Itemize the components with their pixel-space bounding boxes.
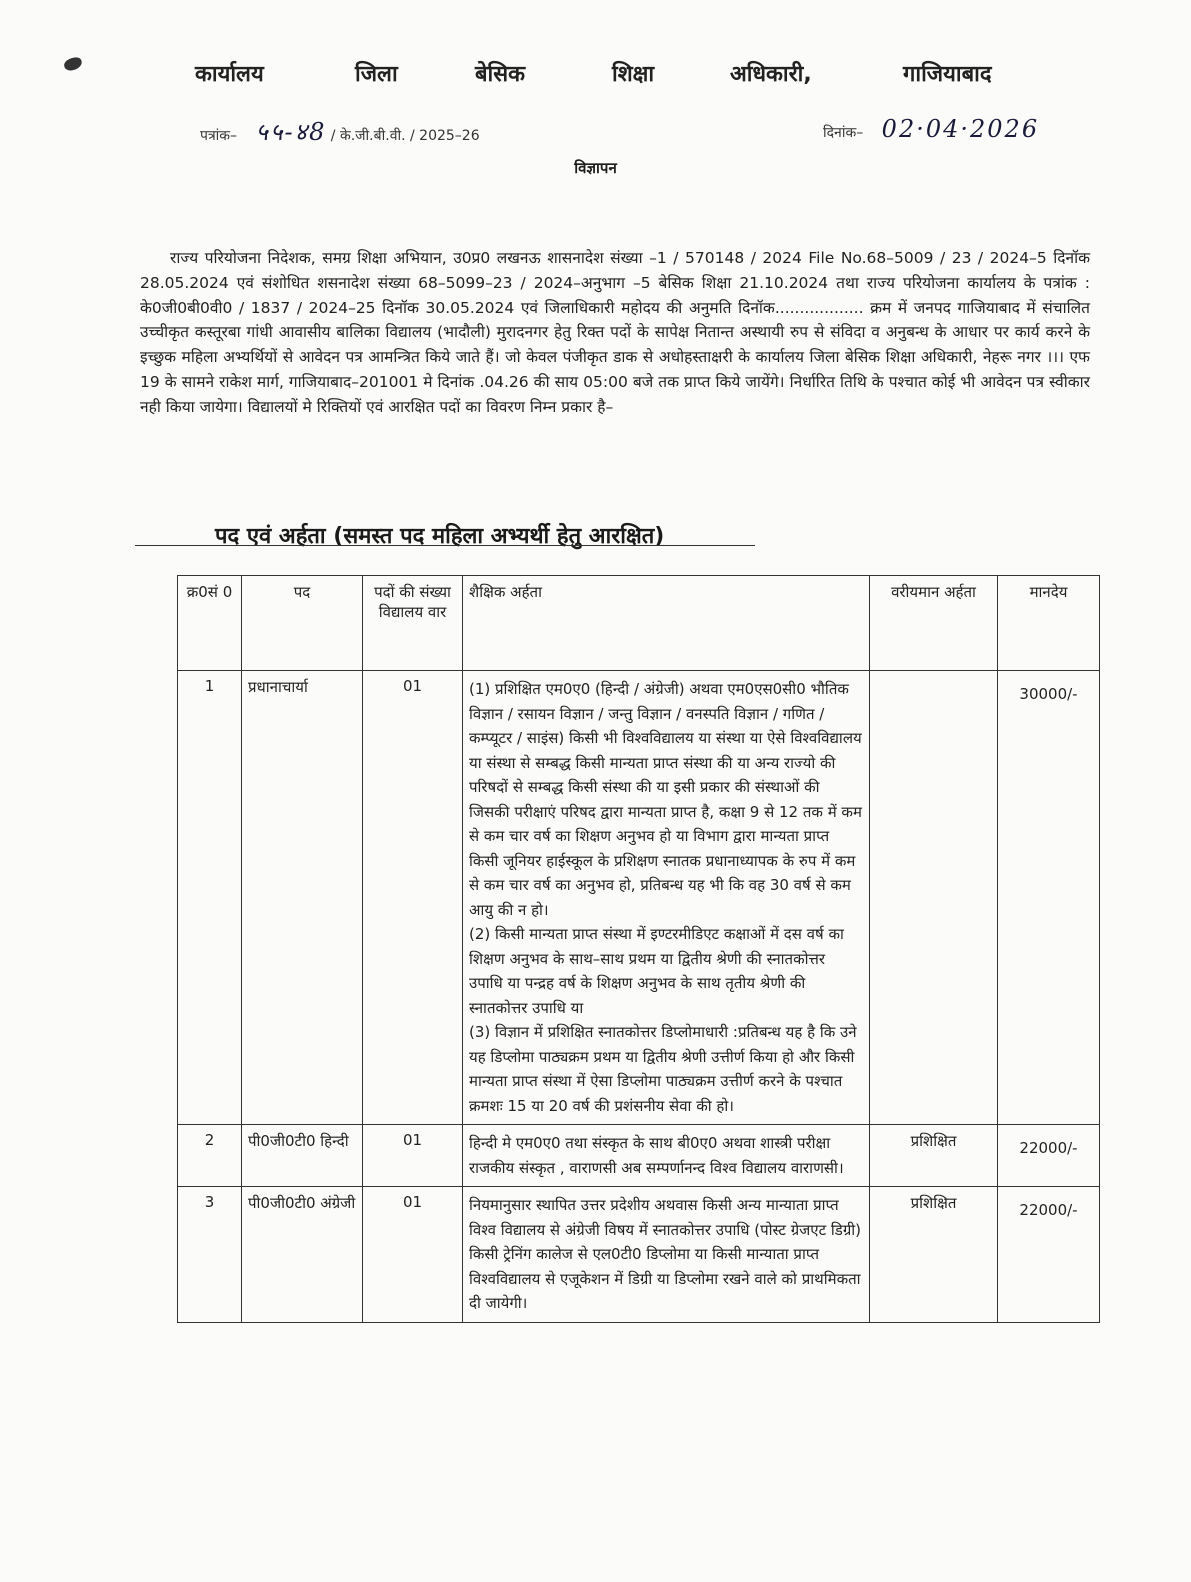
row1-sno: 1 <box>178 671 242 1125</box>
posts-table <box>177 575 1100 1323</box>
body-paragraph: राज्य परियोजना निदेशक, समग्र शिक्षा अभियान, उ0प्र0 लखनऊ शासनादेश संख्या –1 / 570148 / 2024 File No.68–5009 / 23 / 2024–5 दिनॉक 28.05.2024 एवं संशोधित शसनादेश संख्या 68–5099–23 / 2024–अनुभाग –5 बेसिक शिक्षा 21.10.2024 तथा राज्य परियोजना कार्यालय के पत्रांक : के0जी0बी0वी0 / 1837 / 2024–25 दिनॉक 30.05.2024 एवं जिलाधिकारी महोदय की अनुमति दिनॉक.................. क्रम में जनपद गाजियाबाद में संचालित उच्चीकृत कस्तूरबा गांधी आवासीय बालिका विद्यालय (भादौली) मुरादनगर हेतु रिक्त पदों के सापेक्ष नितान्त अस्थायी रुप से संविदा व अनुबन्ध के आधार पर कार्य करने के इच्छुक महिला अभ्यर्थियों से आवेदन पत्र आमन्त्रित किये जाते हैं। जो केवल पंजीकृत डाक से अधोहस्ताक्षरी के कार्यालय जिला बेसिक शिक्षा अधिकारी, नेहरू नगर ।।। एफ 19 के सामने राकेश मार्ग, गाजियाबाद–201001 मे दिनांक .04.26 की साय 05:00 बजे तक प्राप्त किये जायेंगे। निर्धारित तिथि के पश्चात कोई भी आवेदन पत्र स्वीकार नही किया जायेगा। विद्यालयों मे रिक्तियों एवं आरक्षित पदों का विवरण निम्न प्रकार है– <box>140 249 1090 416</box>
document-title: विज्ञापन <box>574 159 617 177</box>
row2-preferred: प्रशिक्षित <box>870 1125 998 1187</box>
row3-sno: 3 <box>178 1187 242 1323</box>
row1-qualification-part2: (2) किसी मान्यता प्राप्त संस्था में इण्टरमीडिएट कक्षाओं में दस वर्ष का शिक्षण अनुभव के साथ–साथ प्रथम या द्वितीय श्रेणी की स्नातकोत्तर उपाधि या पन्द्रह वर्ष के शिक्षण अनुभव के साथ तृतीय श्रेणी की स्नातकोत्तर उपाधि या <box>469 925 844 1017</box>
dinank-label: दिनांक– <box>823 125 864 141</box>
header-qualification: शैक्षिक अर्हता <box>463 576 870 671</box>
header-word-shiksha: शिक्षा <box>612 62 655 87</box>
row3-honorarium: 22000/- <box>998 1187 1100 1323</box>
header-honorarium: मानदेय <box>998 576 1100 671</box>
row1-preferred <box>870 671 998 1125</box>
row3-preferred: प्रशिक्षित <box>870 1187 998 1323</box>
row1-qualification <box>463 671 870 1125</box>
header-sno: क्र0सं 0 <box>178 576 242 671</box>
header-word-jila: जिला <box>355 62 398 87</box>
letter-number <box>200 115 480 148</box>
letter-date <box>823 115 1039 143</box>
row1-post: प्रधानाचार्या <box>242 671 363 1125</box>
header-post: पद <box>242 576 363 671</box>
header-count: पदों की संख्या विद्यालय वार <box>363 576 463 671</box>
patrank-handwritten: ५५-४8 <box>255 118 327 146</box>
row1-qualification-part3: (3) विज्ञान में प्रशिक्षित स्नातकोत्तर डिप्लोमाधारी :प्रतिबन्ध यह है कि उने यह डिप्लोमा पाठ्यक्रम प्रथम या द्वितीय श्रेणी उत्तीर्ण किया हो और किसी मान्यता प्राप्त संस्था में ऐसा डिप्लोमा पाठ्यक्रम उत्तीर्ण करने के पश्चात क्रमशः 15 या 20 वर्ष की प्रशंसनीय सेवा की हो। <box>469 1023 857 1115</box>
header-word-ghaziabad: गाजियाबाद <box>903 62 992 87</box>
row3-post: पी0जी0टी0 अंग्रेजी <box>242 1187 363 1323</box>
row2-post: पी0जी0टी0 हिन्दी <box>242 1125 363 1187</box>
row1-count: 01 <box>363 671 463 1125</box>
table-header-row <box>178 576 1100 671</box>
row2-qualification: हिन्दी मे एम0ए0 तथा संस्कृत के साथ बी0ए0 अथवा शास्त्री परीक्षा राजकीय संस्कृत , वाराणसी अब सम्पर्णानन्द विश्व विद्यालय वाराणसी। <box>463 1125 870 1187</box>
table-row <box>178 671 1100 1125</box>
row2-honorarium: 22000/- <box>998 1125 1100 1187</box>
header-word-karyalay: कार्यालय <box>195 62 264 87</box>
row1-honorarium: 30000/- <box>998 671 1100 1125</box>
patrank-label: पत्रांक– <box>200 128 238 144</box>
section-title-underline <box>135 545 755 546</box>
row3-count: 01 <box>363 1187 463 1323</box>
row2-count: 01 <box>363 1125 463 1187</box>
dinank-handwritten: 02·04·2026 <box>881 115 1040 143</box>
row1-qualification-part1: (1) प्रशिक्षित एम0ए0 (हिन्दी / अंग्रेजी) अथवा एम0एस0सी0 भौतिक विज्ञान / रसायन विज्ञान / जन्तु विज्ञान / वनस्पति विज्ञान / गणित / कम्प्यूटर / साइंस) किसी भी विश्वविद्यालय या संस्था या ऐसे विश्वविद्यालय या संस्था से सम्बद्ध किसी मान्यता प्राप्त संस्था की या अन्य राज्यो की परिषदों से सम्बद्ध किसी संस्था की या इसी प्रकार की संस्थाओं की जिसकी परीक्षाएं परिषद द्वारा मान्यता प्राप्त है, कक्षा 9 से 12 तक में कम से कम चार वर्ष का शिक्षण अनुभव हो या विभाग द्वारा मान्यता प्राप्त किसी जूनियर हाईस्कूल के प्रशिक्षण स्नातक प्रधानाध्यापक के रुप में कम से कम चार वर्ष का अनुभव हो, प्रतिबन्ध यह भी कि वह 30 वर्ष से कम आयु की न हो। <box>469 680 862 919</box>
row3-qualification: नियमानुसार स्थापित उत्तर प्रदेशीय अथवास किसी अन्य मान्याता प्राप्त विश्व विद्यालय से अंग्रेजी विषय में स्नातकोत्तर उपाधि (पोस्ट ग्रेजएट डिग्री) किसी ट्रेनिंग कालेज से एल0टी0 डिप्लोमा या किसी मान्याता प्राप्त विश्वविद्यालय से एजूकेशन में डिग्री या डिप्लोमा रखने वाले को प्राथमिकता दी जायेगी। <box>463 1187 870 1323</box>
table-row <box>178 1187 1100 1323</box>
punch-mark <box>63 56 83 72</box>
patrank-suffix: / के.जी.बी.वी. / 2025–26 <box>330 128 480 144</box>
header-preferred-qualification: वरीयमान अर्हता <box>870 576 998 671</box>
table-row <box>178 1125 1100 1187</box>
section-title: पद एवं अर्हता (समस्त पद महिला अभ्यर्थी हेतु आरक्षित) <box>215 524 665 549</box>
header-word-adhikari: अधिकारी, <box>730 62 812 87</box>
row2-sno: 2 <box>178 1125 242 1187</box>
header-word-basic: बेसिक <box>475 62 526 87</box>
